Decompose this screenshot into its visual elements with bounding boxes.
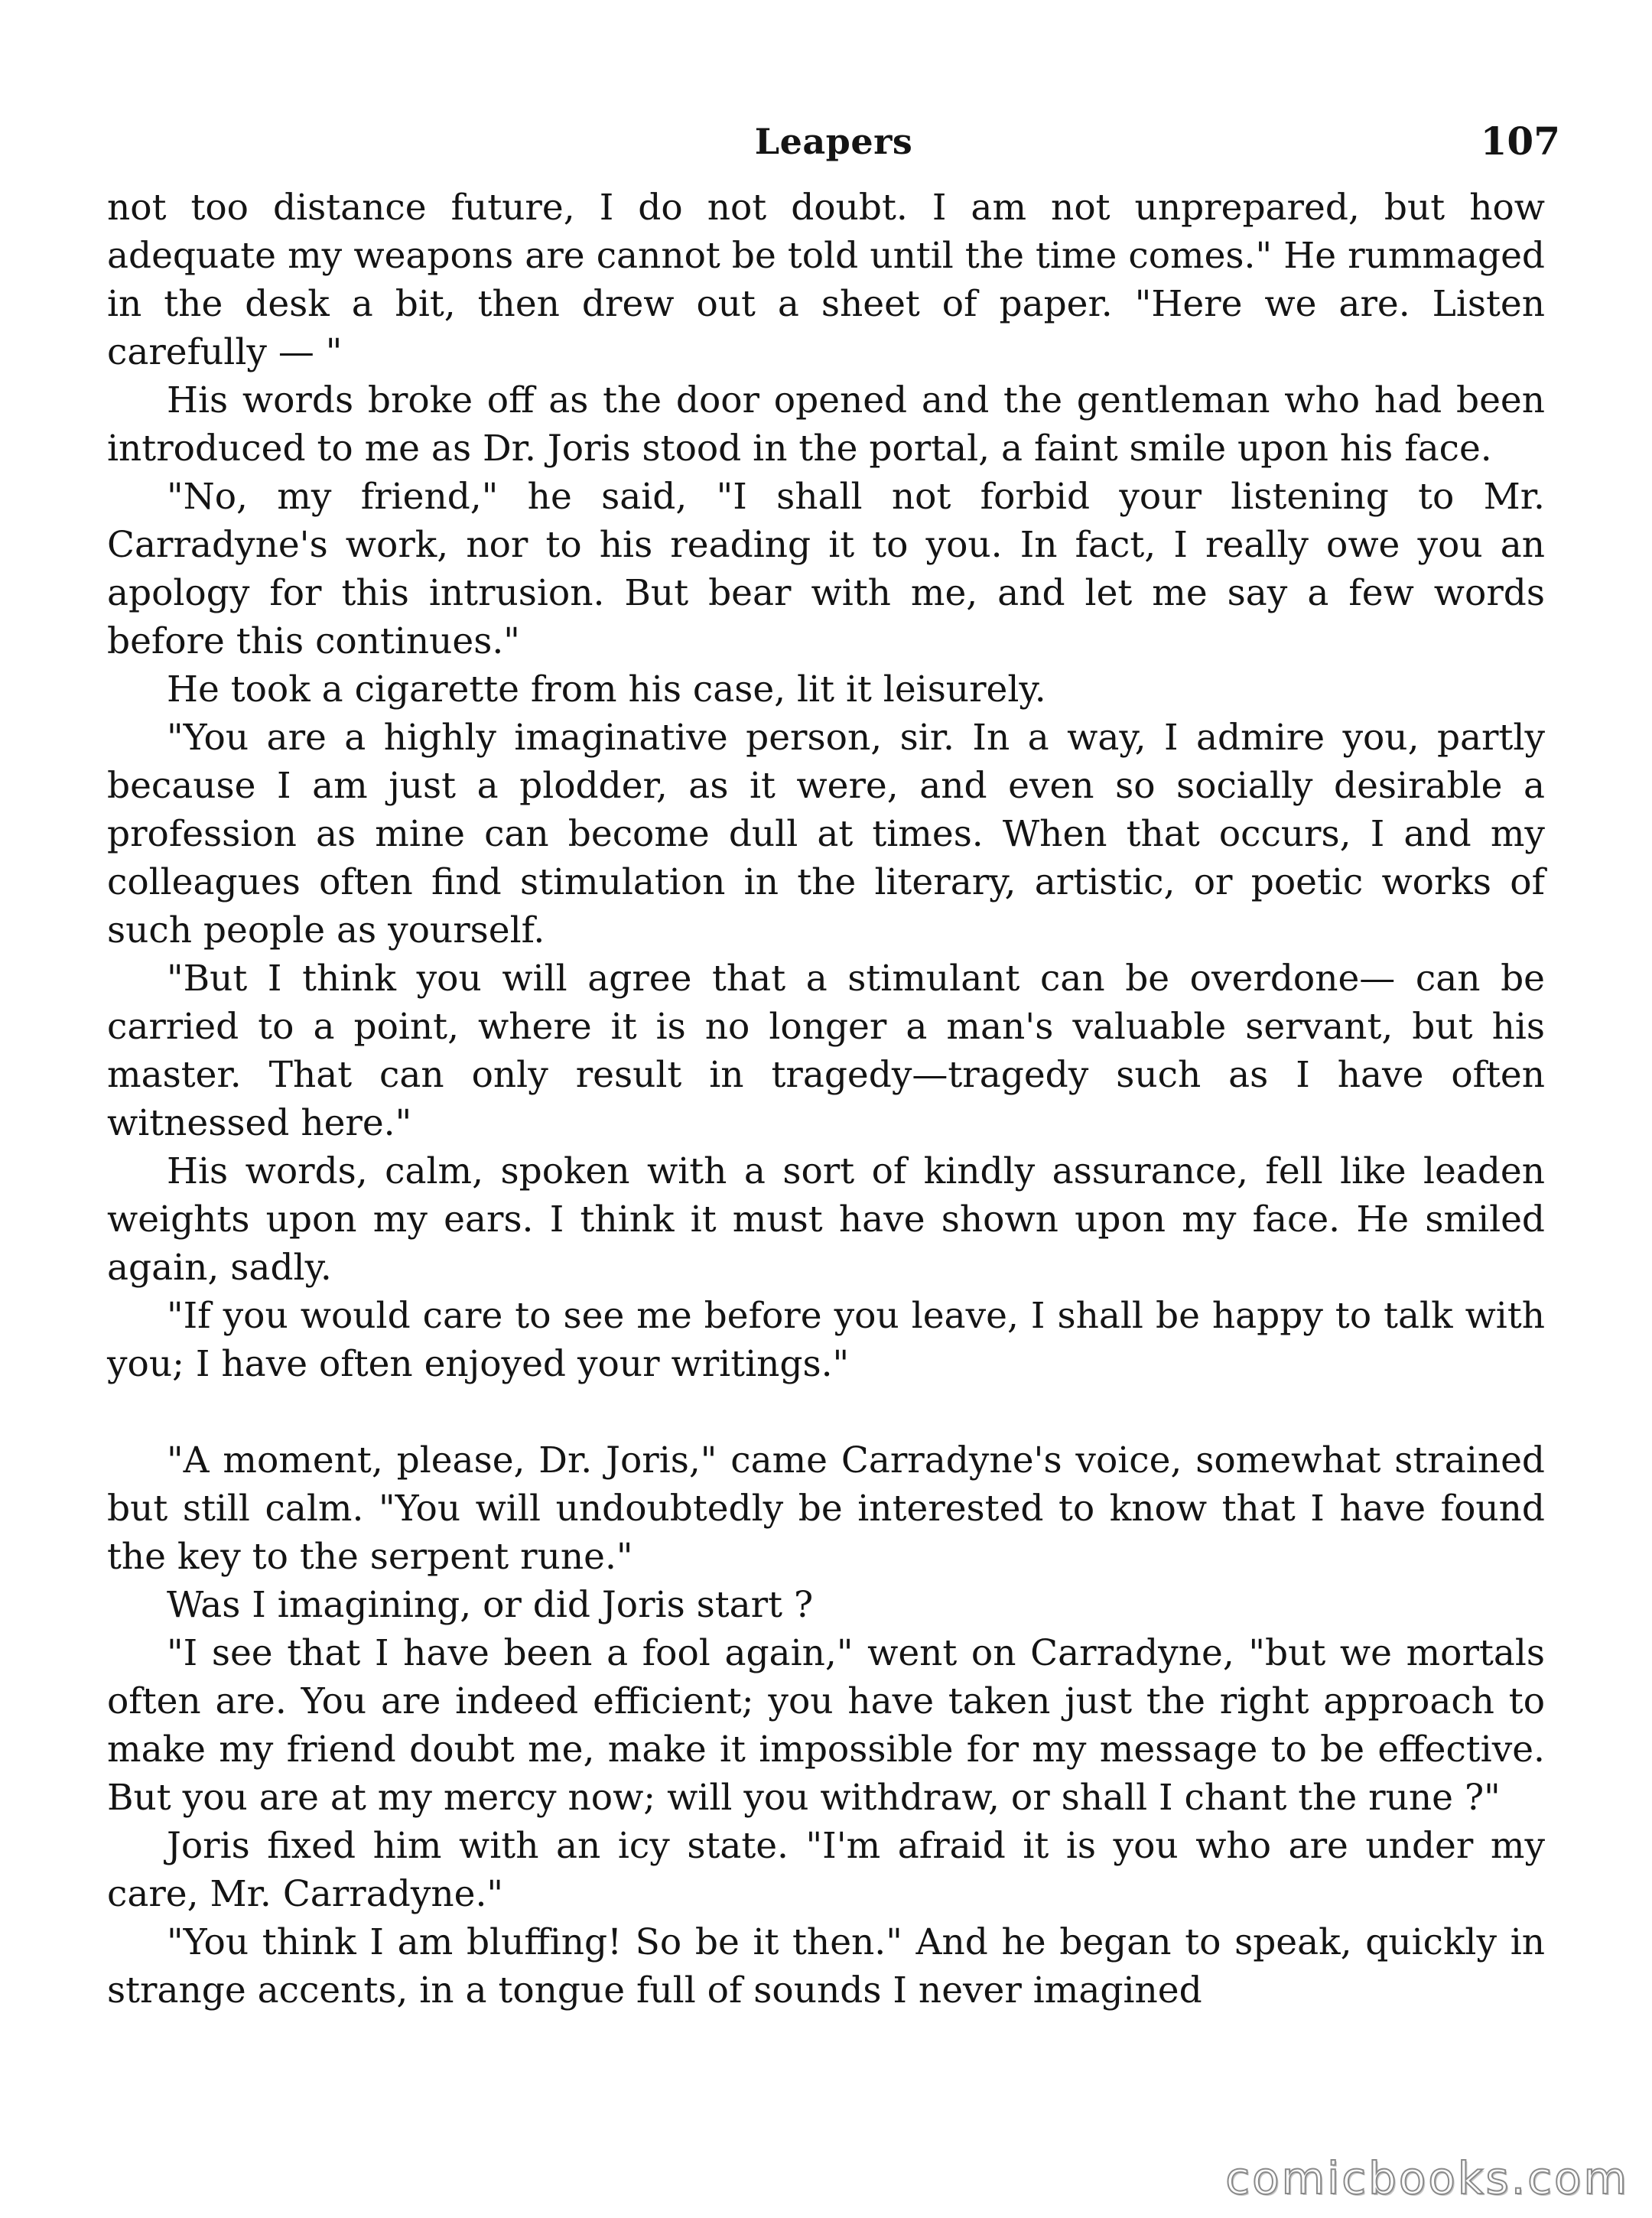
paragraph: "A moment, please, Dr. Joris," came Carradyne's voice, somewhat strained but still calm. "You will undoubtedly be interested to know that I have found the key to the serpent rune." bbox=[107, 1439, 1545, 1578]
paragraph: "You think I am bluffing! So be it then." And he began to speak, quickly in strange accents, in a tongue full of sounds I never imagined bbox=[107, 1921, 1545, 2011]
body-text bbox=[107, 184, 1545, 2015]
running-head bbox=[107, 115, 1560, 168]
paragraph: His words broke off as the door opened and the gentleman who had been introduced to me as Dr. Joris stood in the portal, a faint smile upon his face. bbox=[107, 379, 1545, 470]
paragraph: His words, calm, spoken with a sort of kindly assurance, fell like leaden weights upon my ears. I think it must have shown upon my face. He smiled again, sadly. bbox=[107, 1150, 1545, 1289]
paragraph: Joris fixed him with an icy state. "I'm afraid it is you who are under my care, Mr. Carradyne." bbox=[107, 1825, 1545, 1915]
paragraph: "No, my friend," he said, "I shall not forbid your listening to Mr. Carradyne's work, nor to his reading it to you. In fact, I really owe you an apology for this intrusion. But bear with me, and let me say a few words before this continues." bbox=[107, 476, 1545, 662]
paragraph: "You are a highly imaginative person, sir. In a way, I admire you, partly because I am just a plodder, as it were, and even so socially desirable a profession as mine can become dull at times. When that occurs, I and my colleagues often find stimulation in the literary, artistic, or poetic works of such people as yourself. bbox=[107, 717, 1545, 951]
page-number: 107 bbox=[1480, 119, 1560, 164]
paragraph: Was I imagining, or did Joris start ? bbox=[167, 1584, 814, 1626]
watermark: comicbooks.com bbox=[1225, 2152, 1629, 2204]
paragraph: not too distance future, I do not doubt. I am not unprepared, but how adequate my weapons are cannot be told until the time comes." He rummaged in the desk a bit, then drew out a sheet of paper. "Here we are. Listen carefully — " bbox=[107, 187, 1545, 373]
paragraph: "I see that I have been a fool again," went on Carradyne, "but we mortals often are. You are indeed efficient; you have taken just the right approach to make my friend doubt me, make it impossible for my message to be effective. But you are at my mercy now; will you withdraw, or shall I chant the rune ?" bbox=[107, 1632, 1545, 1819]
paragraph: "If you would care to see me before you leave, I shall be happy to talk with you; I have often enjoyed your writings." bbox=[107, 1295, 1545, 1385]
paragraph: He took a cigarette from his case, lit it leisurely. bbox=[167, 668, 1046, 711]
running-title: Leapers bbox=[754, 121, 913, 162]
paragraph: "But I think you will agree that a stimulant can be overdone— can be carried to a point, where it is no longer a man's valuable servant, but his master. That can only result in tragedy—tragedy such as I have often witnessed here." bbox=[107, 958, 1545, 1144]
